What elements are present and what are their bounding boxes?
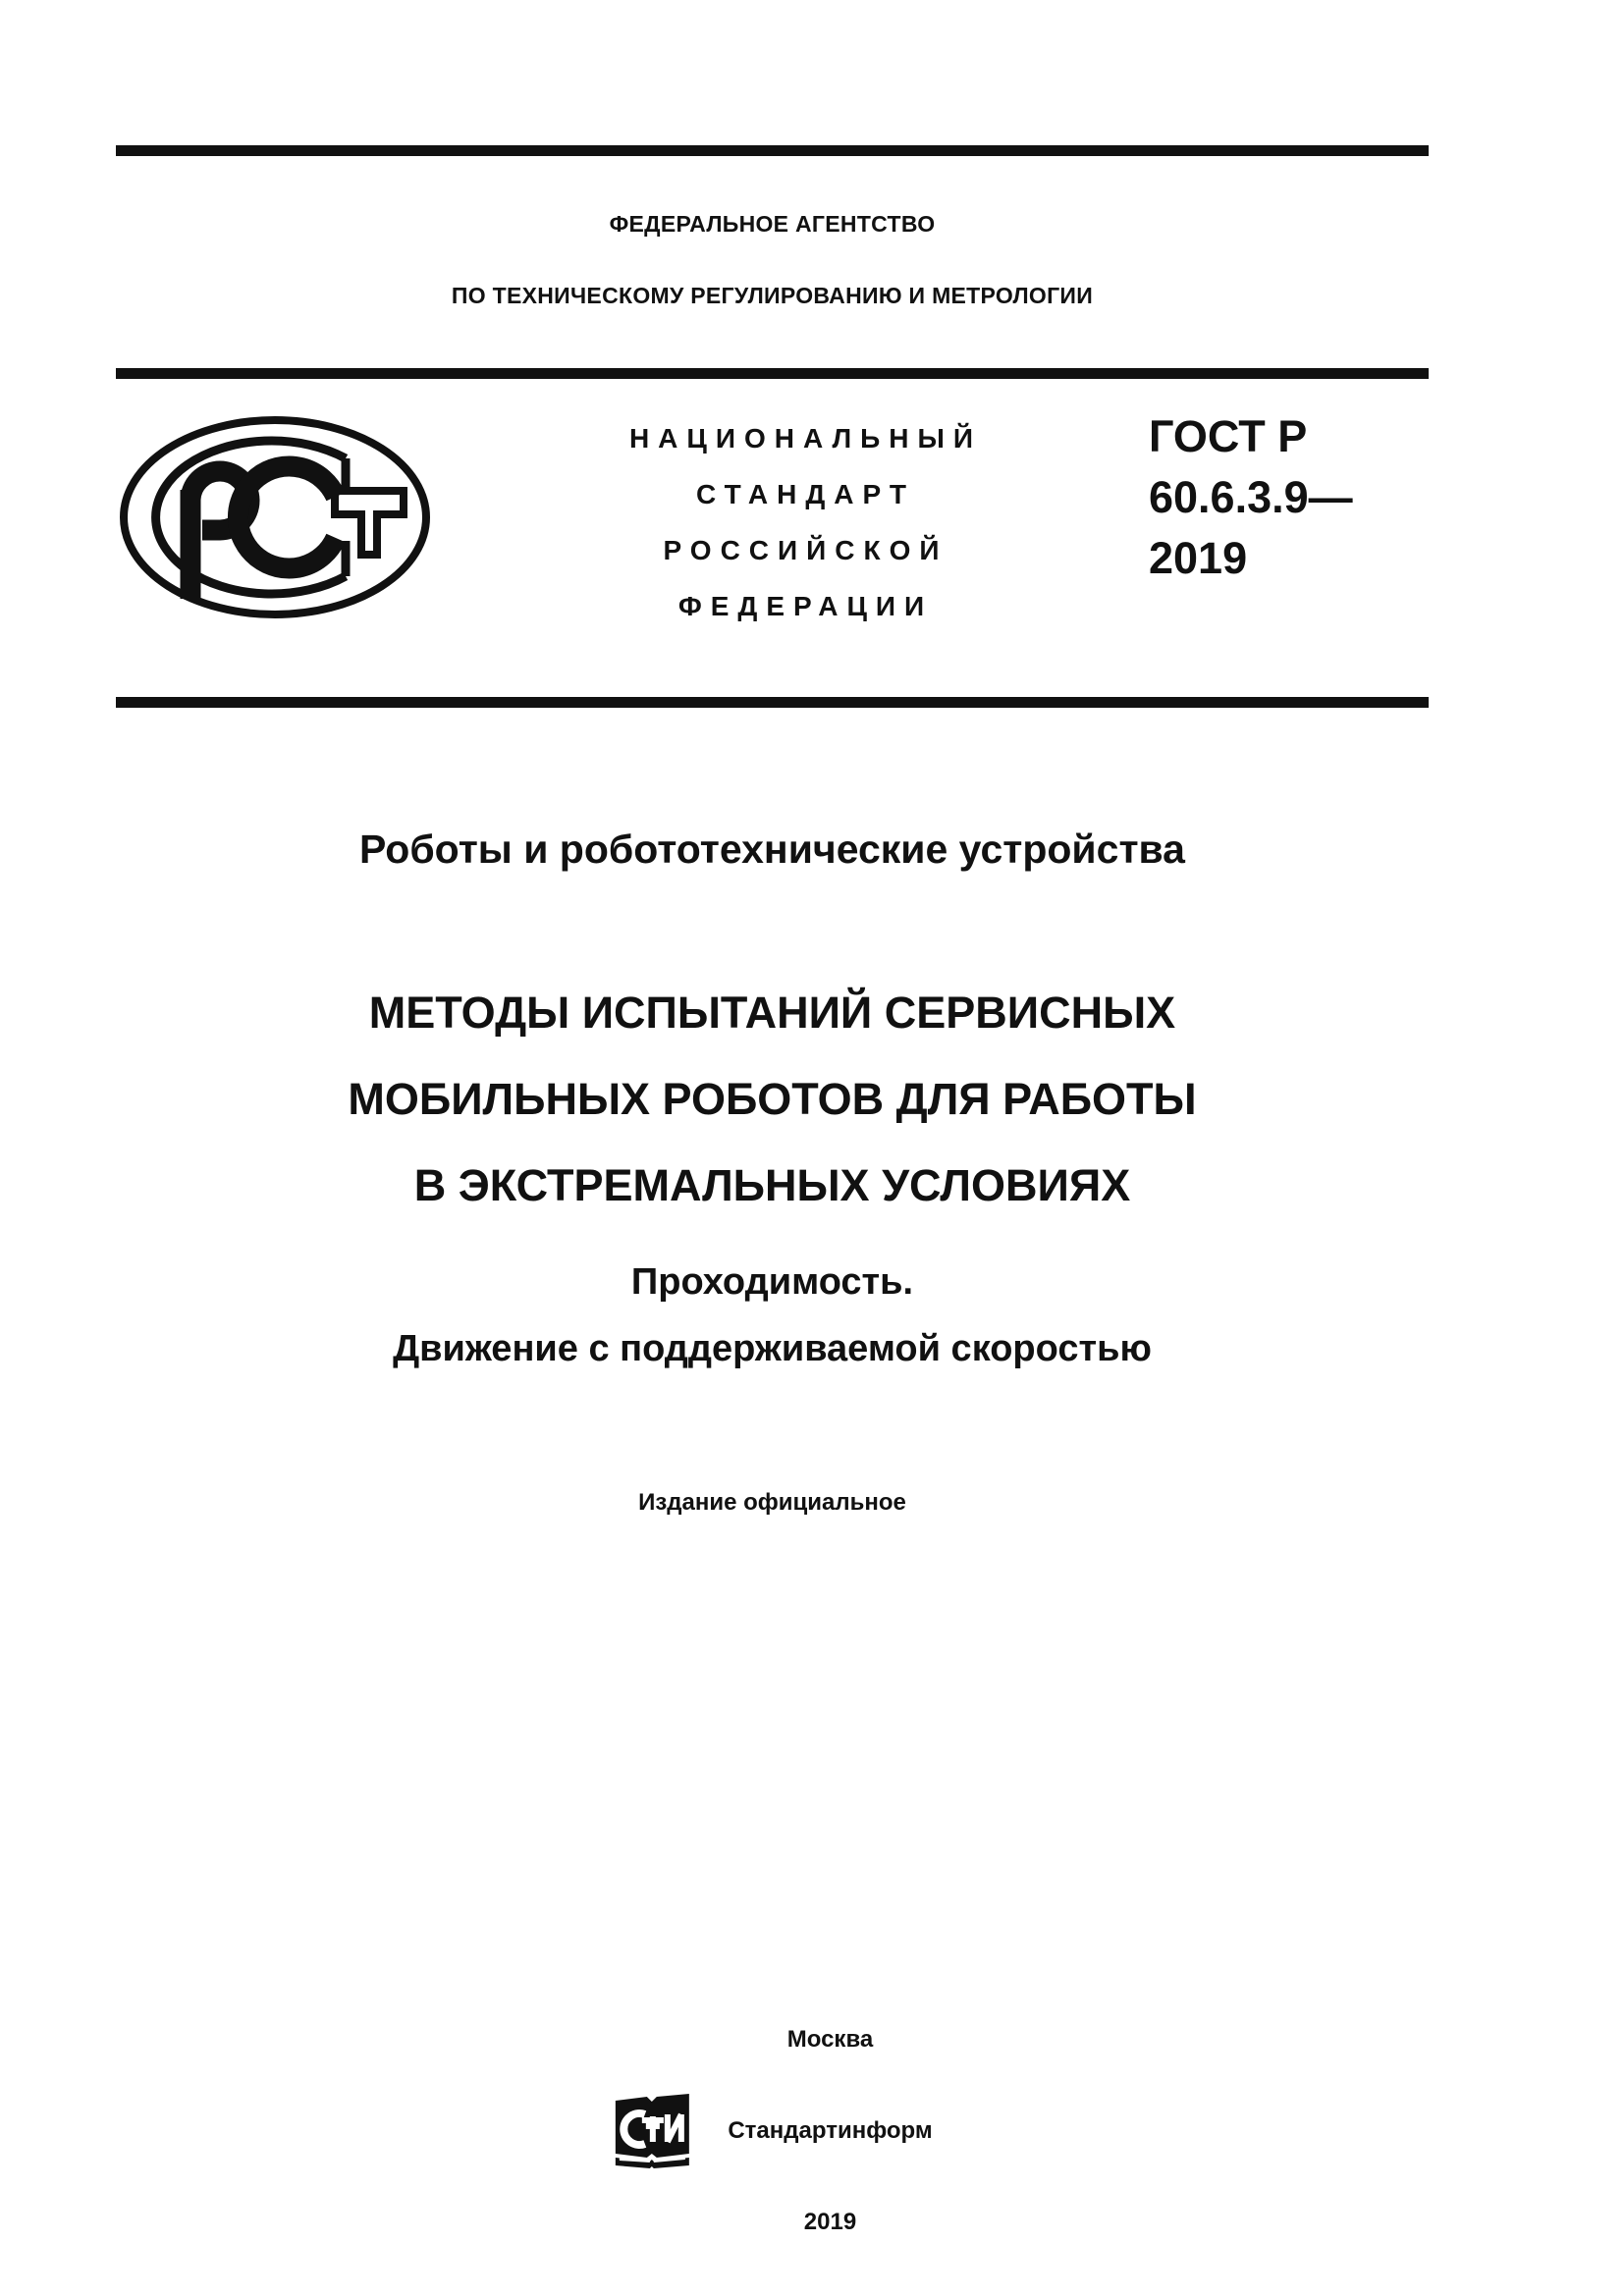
header-rule-middle	[116, 368, 1429, 379]
standard-designation	[1149, 406, 1429, 589]
imprint-city: Москва	[786, 2026, 874, 2053]
national-standard-line-2: СТАНДАРТ	[696, 479, 915, 509]
federal-agency-line-1: ФЕДЕРАЛЬНОЕ АГЕНТСТВО	[609, 211, 936, 237]
header-rule-bottom	[116, 697, 1429, 708]
page-subtitle	[116, 1249, 1429, 1382]
page-title-line-1: МЕТОДЫ ИСПЫТАНИЙ СЕРВИСНЫХ	[368, 988, 1176, 1038]
standard-designation-line-2: 60.6.3.9—	[1149, 472, 1353, 522]
page-title-line-3: В ЭКСТРЕМАЛЬНЫХ УСЛОВИЯХ	[413, 1160, 1131, 1210]
page-title-line-2: МОБИЛЬНЫХ РОБОТОВ ДЛЯ РАБОТЫ	[348, 1074, 1197, 1124]
rst-emblem-icon	[118, 412, 432, 623]
imprint-year: 2019	[803, 2209, 857, 2235]
federal-agency-line-2: ПО ТЕХНИЧЕСКОМУ РЕГУЛИРОВАНИЮ И МЕТРОЛОГИИ	[451, 283, 1094, 308]
imprint-text	[728, 1963, 932, 2296]
standard-designation-line-1: ГОСТ Р	[1149, 411, 1308, 461]
standartinform-logo-icon	[612, 2093, 694, 2169]
page-title	[116, 970, 1429, 1229]
national-standard-line-3: РОССИЙСКОЙ	[663, 535, 948, 565]
national-standard-band	[116, 379, 1429, 697]
national-standard-line-4: ФЕДЕРАЦИИ	[677, 591, 934, 621]
national-standard-title	[538, 410, 1073, 634]
national-standard-line-1: НАЦИОНАЛЬНЫЙ	[628, 423, 983, 454]
page-subtitle-line-2: Движение с поддерживаемой скоростью	[393, 1328, 1152, 1369]
object-title: Роботы и робототехнические устройства	[358, 827, 1185, 872]
header-rule-top	[116, 145, 1429, 156]
standard-designation-line-3: 2019	[1149, 533, 1248, 583]
page-subtitle-line-1: Проходимость.	[630, 1261, 914, 1303]
imprint-publisher: Стандартинформ	[728, 2117, 933, 2144]
footer-imprint	[116, 1963, 1429, 2235]
official-edition-note: Издание официальное	[638, 1489, 906, 1516]
